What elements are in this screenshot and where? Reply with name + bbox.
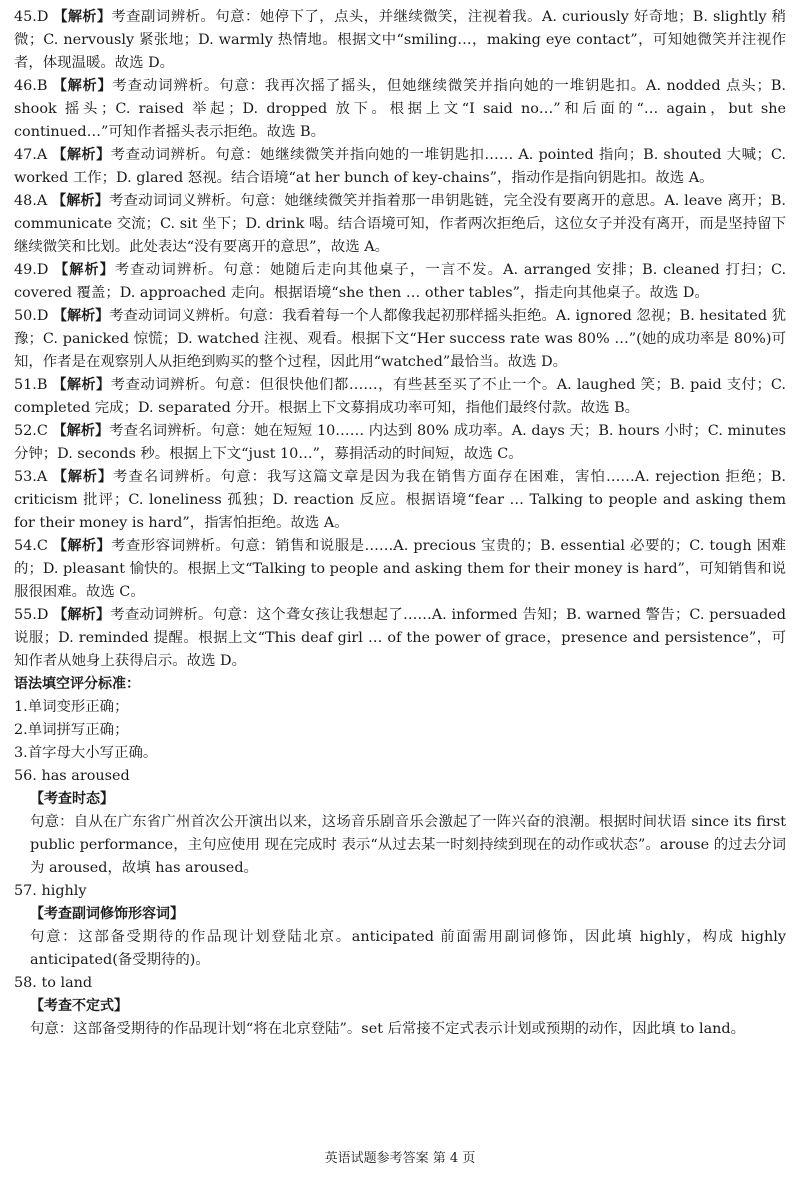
answer-explanation: 考查副词辨析。句意：她停下了，点头，并继续微笑，注视着我。A. curiously 好奇地；B. slightly 稍微；C. nervously 紧张地；D. warmly 热情地。根据文中“smiling…，making eye contact”，可知她微笑并注视作者，体现温暖。故选 D。 xyxy=(14,9,787,71)
answer-item-51 xyxy=(14,374,786,420)
analysis-tag: 【解析】 xyxy=(53,308,110,324)
answer-number: 47.A xyxy=(14,147,48,163)
analysis-tag: 【解析】 xyxy=(52,193,109,209)
answer-item-50 xyxy=(14,305,786,374)
answer-explanation: 考查动词辨析。句意：这个聋女孩让我想起了……A. informed 告知；B. warned 警告；C. persuaded 说服；D. reminded 提醒。根据上文“This deaf girl … of the power of grace，presence and persistence”，可知作者从她身上获得启示。故选 D。 xyxy=(14,607,787,669)
answer-number: 48.A xyxy=(14,193,48,209)
answer-explanation: 考查动词辨析。句意：但很快他们都……，有些甚至买了不止一个。A. laughed 笑；B. paid 支付；C. completed 完成；D. separated 分开。根据上下文募捐成功率可知，指他们最终付款。故选 B。 xyxy=(14,377,787,416)
answer-explanation: 考查动词词义辨析。句意：我看着每一个人都像我起初那样摇头拒绝。A. ignored 忽视；B. hesitated 犹豫；C. panicked 惊慌；D. watched 注视、观看。根据下文“Her success rate was 80% …”(她的成功率是 80%)可知，作者是在观察别人从拒绝到购买的整个过程，因此用“watched”最恰当。故选 D。 xyxy=(14,308,787,370)
analysis-tag: 【解析】 xyxy=(52,377,111,393)
grammar-answer-57 xyxy=(14,880,786,972)
grammar-explanation: 句意：这部备受期待的作品现计划登陆北京。anticipated 前面需用副词修饰，因此填 highly，构成 highly anticipated(备受期待的)。 xyxy=(30,929,786,968)
answer-explanation: 考查动词辨析。句意：她继续微笑并指向她的一堆钥匙扣…… A. pointed 指向；B. shouted 大喊；C. worked 工作；D. glared 怒视。结合语境“at her bunch of key-chains”，指动作是指向钥匙扣。故选 A。 xyxy=(14,147,787,186)
answer-item-45 xyxy=(14,6,786,75)
analysis-tag: 【解析】 xyxy=(52,469,113,485)
answer-number: 45.D xyxy=(14,9,49,25)
answer-number: 54.C xyxy=(14,538,48,554)
answer-item-54 xyxy=(14,535,786,604)
answer-item-48 xyxy=(14,190,786,259)
grammar-answer-title: 56. has aroused xyxy=(14,768,130,784)
grammar-answer-title: 58. to land xyxy=(14,975,93,991)
answer-explanation: 考查动词词义辨析。句意：她继续微笑并指着那一串钥匙链，完全没有要离开的意思。A. leave 离开；B. communicate 交流；C. sit 坐下；D. drink 喝。结合语境可知，作者两次拒绝后，这位女子并没有离开，而是坚持留下继续微笑和比划。此处表达“没有要离开的意思”，故选 A。 xyxy=(14,193,787,255)
grammar-point: 【考查不定式】 xyxy=(30,998,128,1014)
grammar-answer-title: 57. highly xyxy=(14,883,87,899)
analysis-tag: 【解析】 xyxy=(53,9,112,25)
analysis-tag: 【解析】 xyxy=(54,262,115,278)
answer-explanation: 考查名词辨析。句意：她在短短 10…… 内达到 80% 成功率。A. days 天；B. hours 小时；C. minutes 分钟；D. seconds 秒。根据上下文“just 10…”，募捐活动的时间短，故选 C。 xyxy=(14,423,787,462)
answer-item-49 xyxy=(14,259,786,305)
page-footer: 英语试题参考答案 第 4 页 xyxy=(324,1151,476,1166)
answer-explanation: 考查动词辨析。句意：她随后走向其他桌子，一言不发。A. arranged 安排；B. cleaned 打扫；C. covered 覆盖；D. approached 走向。根据语境“she then … other tables”，指走向其他桌子。故选 D。 xyxy=(14,262,787,301)
answer-number: 55.D xyxy=(14,607,49,623)
grammar-point: 【考查时态】 xyxy=(30,791,114,807)
answer-item-52 xyxy=(14,420,786,466)
answer-number: 50.D xyxy=(14,308,49,324)
grammar-explanation: 句意：自从在广东省广州首次公开演出以来，这场音乐剧音乐会激起了一阵兴奋的浪潮。根据时间状语 since its first public performance，主句应使用 现在完成时 表示“从过去某一时刻持续到现在的动作或状态”。arouse 的过去分词为 aroused，故填 has aroused。 xyxy=(30,814,786,876)
answer-number: 53.A xyxy=(14,469,48,485)
grammar-point: 【考查副词修饰形容词】 xyxy=(30,906,184,922)
answer-item-47 xyxy=(14,144,786,190)
criteria-item: 1.单词变形正确； xyxy=(14,699,129,715)
answer-explanation: 考查形容词辨析。句意：销售和说服是……A. precious 宝贵的；B. essential 必要的；C. tough 困难的；D. pleasant 愉快的。根据上文“Talking to people and asking them for their money is hard”，可知销售和说服很困难。故选 C。 xyxy=(14,538,786,600)
analysis-tag: 【解析】 xyxy=(52,147,111,163)
grammar-section xyxy=(14,673,786,1041)
answer-number: 51.B xyxy=(14,377,48,393)
grammar-explanation: 句意：这部备受期待的作品现计划“将在北京登陆”。set 后常接不定式表示计划或预期的动作，因此填 to land。 xyxy=(30,1021,746,1037)
criteria-item: 3.首字母大小写正确。 xyxy=(14,745,158,761)
answer-list xyxy=(14,6,786,673)
answer-number: 46.B xyxy=(14,78,48,94)
answer-item-55 xyxy=(14,604,786,673)
analysis-tag: 【解析】 xyxy=(53,538,112,554)
answer-item-53 xyxy=(14,466,786,535)
analysis-tag: 【解析】 xyxy=(52,423,110,439)
grammar-answer-58 xyxy=(14,972,786,1041)
answer-explanation: 考查动词辨析。句意：我再次摇了摇头，但她继续微笑并指向她的一堆钥匙扣。A. nodded 点头；B. shook 摇头；C. raised 举起；D. dropped 放下。根据上文“I said no…”和后面的“… again，but she continued…”可知作者摇头表示拒绝。故选 B。 xyxy=(14,78,787,140)
answer-number: 49.D xyxy=(14,262,49,278)
criteria-item: 2.单词拼写正确； xyxy=(14,722,129,738)
answer-item-46 xyxy=(14,75,786,144)
grammar-heading: 语法填空评分标准： xyxy=(14,676,140,692)
answer-explanation: 考查名词辨析。句意：我写这篇文章是因为我在销售方面存在困难，害怕……A. rejection 拒绝；B. criticism 批评；C. loneliness 孤独；D. reaction 反应。根据语境“fear … Talking to people and asking them for their money is hard”，指害怕拒绝。故选 A。 xyxy=(14,469,787,531)
analysis-tag: 【解析】 xyxy=(53,607,111,623)
answer-number: 52.C xyxy=(14,423,48,439)
analysis-tag: 【解析】 xyxy=(52,78,113,94)
grammar-answer-56 xyxy=(14,765,786,880)
